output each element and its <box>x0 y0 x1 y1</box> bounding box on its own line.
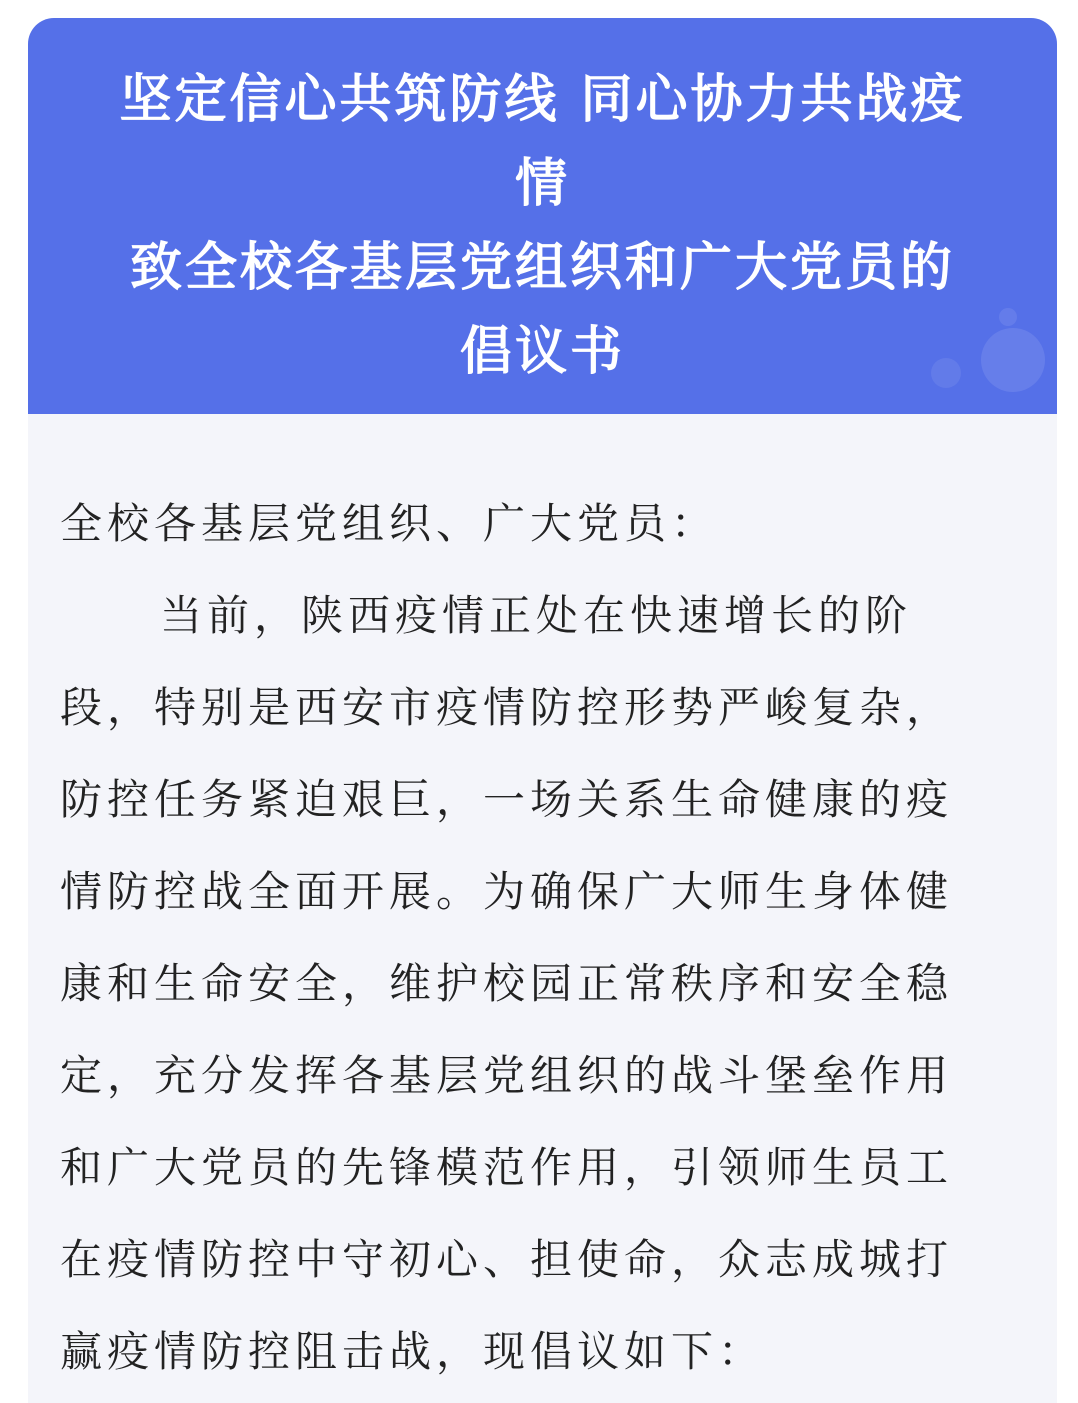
paragraph-line: 段，特别是西安市疫情防控形势严峻复杂， <box>60 683 954 732</box>
paragraph-line: 定，充分发挥各基层党组织的战斗堡垒作用 <box>60 1051 954 1100</box>
salutation: 全校各基层党组织、广大党员： <box>60 499 719 548</box>
title-banner <box>28 18 1057 414</box>
title-line: 情 <box>514 154 570 214</box>
paragraph-line: 当前，陕西疫情正处在快速增长的阶 <box>160 591 913 640</box>
paragraph-line: 在疫情防控中守初心、担使命，众志成城打 <box>60 1235 954 1284</box>
paragraph-line: 防控任务紧迫艰巨，一场关系生命健康的疫 <box>60 775 954 824</box>
title-line: 倡议书 <box>459 322 625 382</box>
document-title <box>68 58 1017 394</box>
title-line: 坚定信心共筑防线 同心协力共战疫 <box>119 70 966 130</box>
paragraph-line: 康和生命安全，维护校园正常秩序和安全稳 <box>60 959 954 1008</box>
paragraph-line: 赢疫情防控阻击战，现倡议如下： <box>60 1327 766 1376</box>
document-card <box>28 18 1057 1403</box>
paragraph-line: 情防控战全面开展。为确保广大师生身体健 <box>60 867 954 916</box>
title-line: 致全校各基层党组织和广大党员的 <box>129 238 955 298</box>
document-body <box>60 478 1028 1398</box>
paragraph-line: 和广大党员的先锋模范作用，引领师生员工 <box>60 1143 954 1192</box>
